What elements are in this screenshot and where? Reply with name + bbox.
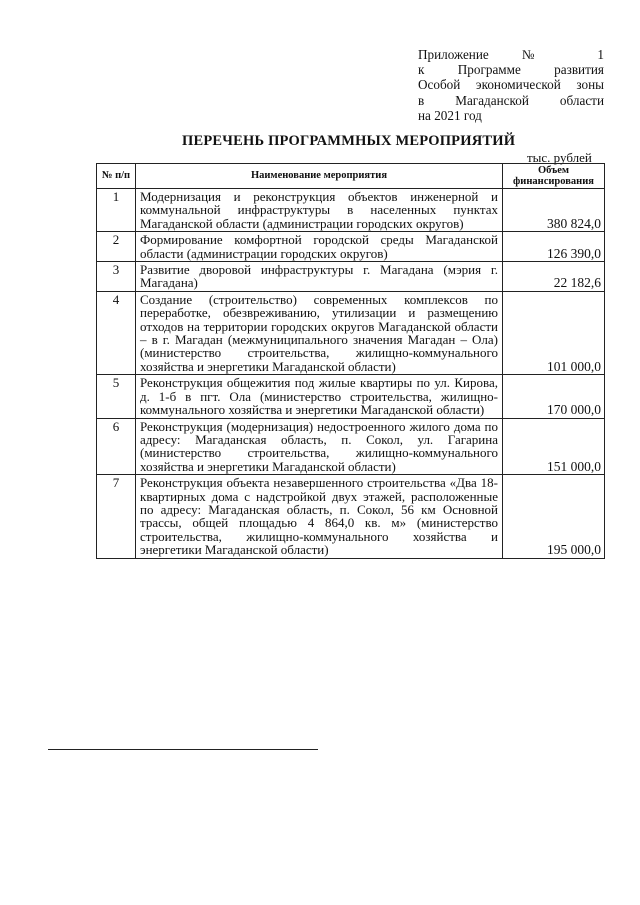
row-amount: 101 000,0 bbox=[503, 291, 605, 374]
row-name: Реконструкция общежития под жилые квартиры по ул. Кирова, д. 1-б в пгт. Ола (министерство строительства, жилищно-коммунального хозяйства и энергетики Магаданской области) bbox=[136, 375, 503, 418]
row-amount: 22 182,6 bbox=[503, 262, 605, 292]
row-num: 2 bbox=[97, 232, 136, 262]
measures-table bbox=[96, 163, 605, 559]
table-row bbox=[97, 232, 605, 262]
table-header-row bbox=[97, 164, 605, 189]
row-amount: 380 824,0 bbox=[503, 189, 605, 232]
row-num: 1 bbox=[97, 189, 136, 232]
row-name: Формирование комфортной городской среды Магаданской области (администрации городских округов) bbox=[136, 232, 503, 262]
row-name: Создание (строительство) современных комплексов по переработке, обезвреживанию, утилизации и размещению отходов на территории городских округов Магаданской области – в г. Магадан (межмуниципального значения Магадан – Ола) (министерство строительства, жилищно-коммунального хозяйства и энергетики Магаданской области) bbox=[136, 291, 503, 374]
row-amount: 170 000,0 bbox=[503, 375, 605, 418]
row-name: Реконструкция объекта незавершенного строительства «Два 18-квартирных дома с надстройкой двух этажей, расположенные по адресу: Магаданская область, п. Сокол, 56 км Основной трассы, общей площадью 4 864,0 кв. м» (министерство строительства, жилищно-коммунального хозяйства и энергетики Магаданской области) bbox=[136, 475, 503, 558]
header-num: № п/п bbox=[97, 164, 136, 189]
table-row bbox=[97, 189, 605, 232]
table-row bbox=[97, 418, 605, 475]
table-row bbox=[97, 291, 605, 374]
row-name: Модернизация и реконструкция объектов инженерной и коммунальной инфраструктуры в населенных пунктах Магаданской области (администрации городских округов) bbox=[136, 189, 503, 232]
appendix-line: на 2021 год bbox=[418, 107, 482, 123]
row-num: 3 bbox=[97, 262, 136, 292]
header-amount: Объем финансирования bbox=[503, 164, 605, 189]
row-amount: 151 000,0 bbox=[503, 418, 605, 475]
page-title: ПЕРЕЧЕНЬ ПРОГРАММНЫХ МЕРОПРИЯТИЙ bbox=[182, 133, 516, 149]
appendix-line: Приложение № 1 bbox=[418, 47, 604, 62]
footer-rule bbox=[48, 749, 318, 750]
row-num: 6 bbox=[97, 418, 136, 475]
appendix-reference bbox=[418, 47, 604, 123]
appendix-line: к Программе развития bbox=[418, 62, 604, 78]
row-name: Реконструкция (модернизация) недостроенного жилого дома по адресу: Магаданская область, п. Сокол, ул. Гагарина (министерство строительства, жилищно-коммунального хозяйства и энергетики Магаданской области) bbox=[136, 418, 503, 475]
table-row bbox=[97, 262, 605, 292]
header-name: Наименование мероприятия bbox=[136, 164, 503, 189]
row-num: 7 bbox=[97, 475, 136, 558]
appendix-line: в Магаданской области bbox=[418, 92, 604, 108]
row-num: 5 bbox=[97, 375, 136, 418]
row-amount: 126 390,0 bbox=[503, 232, 605, 262]
table-row bbox=[97, 475, 605, 558]
table-row bbox=[97, 375, 605, 418]
row-num: 4 bbox=[97, 291, 136, 374]
row-name: Развитие дворовой инфраструктуры г. Магадана (мэрия г. Магадана) bbox=[136, 262, 503, 292]
units-label: тыс. рублей bbox=[527, 150, 592, 165]
appendix-line: Особой экономической зоны bbox=[418, 77, 604, 93]
row-amount: 195 000,0 bbox=[503, 475, 605, 558]
